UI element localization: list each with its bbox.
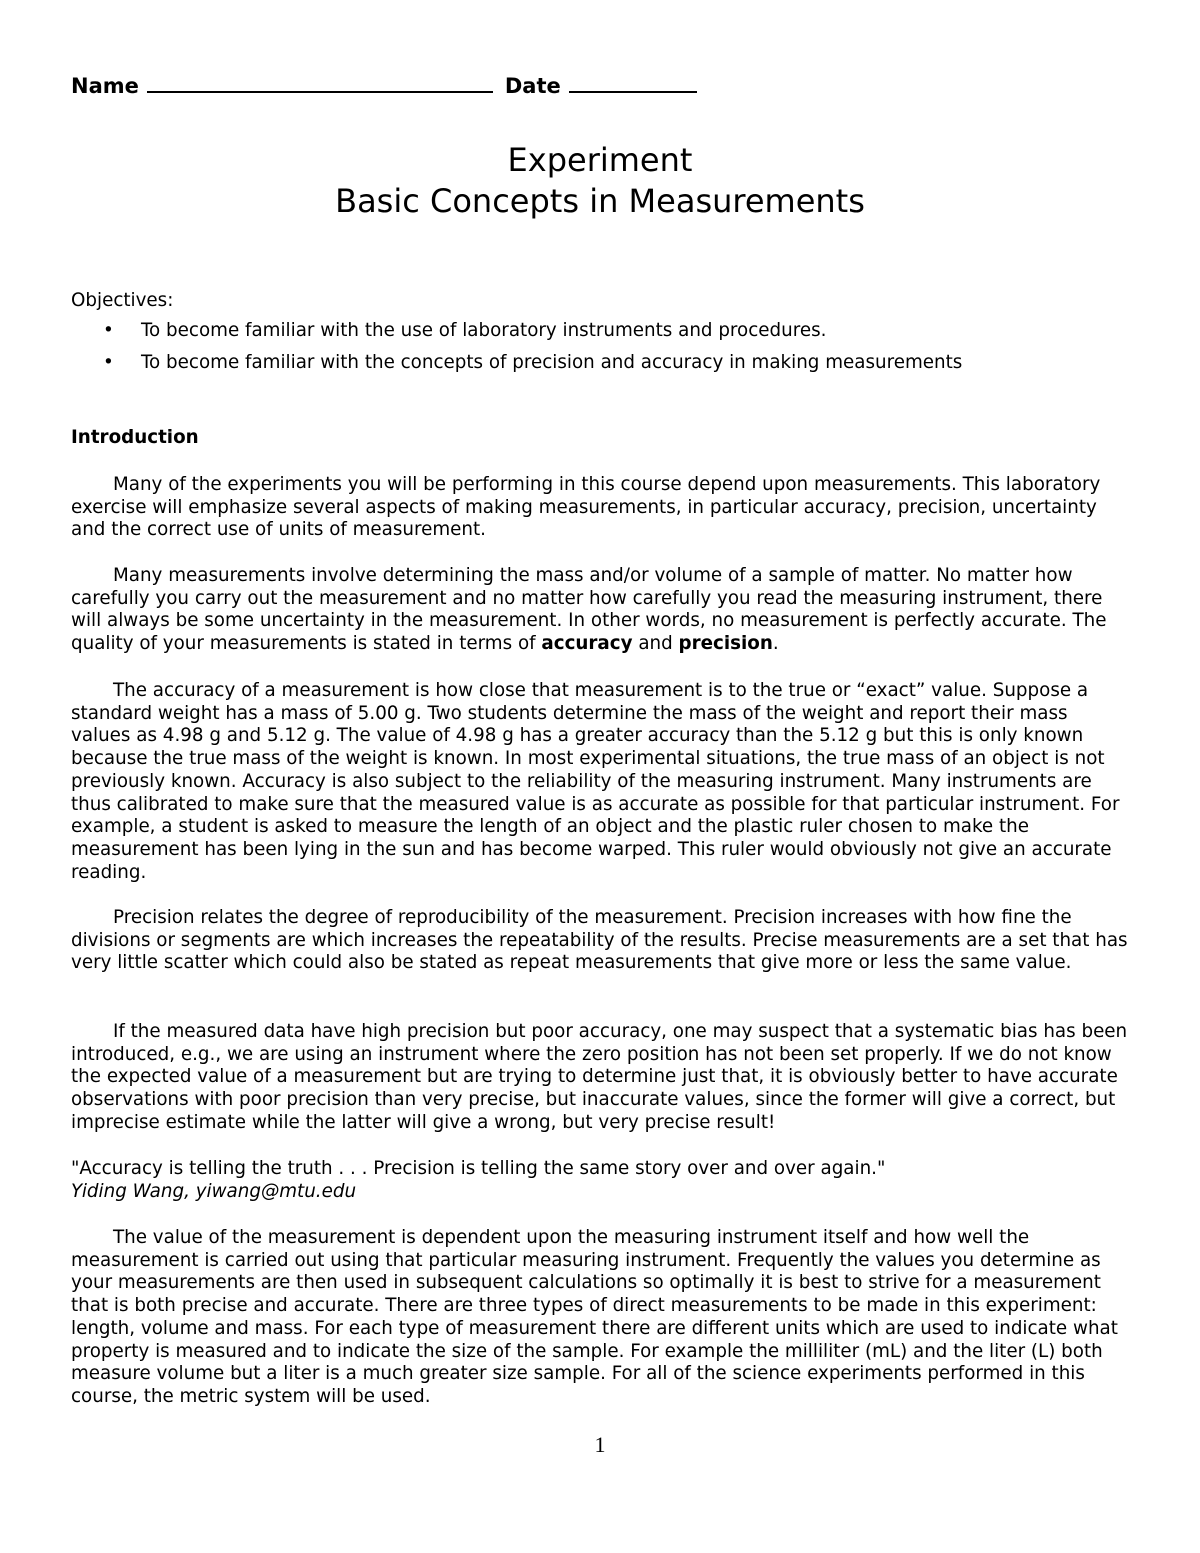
bold-term-accuracy: accuracy bbox=[541, 633, 633, 655]
name-date-line bbox=[71, 71, 697, 98]
paragraph-text: Precision relates the degree of reproducibility of the measurement. Precision increases with how fine the divisions or segments are which increases the repeatability of the results. Precise measurements are a set that has very little scatter which could also be stated as repeat measurements that give more or less the same value. bbox=[71, 907, 1128, 974]
page-number: 1 bbox=[594, 1432, 606, 1457]
paragraph-precision bbox=[71, 907, 1131, 975]
name-label: Name bbox=[71, 74, 139, 98]
title-line-1: Experiment bbox=[507, 141, 693, 179]
bullet-icon: • bbox=[103, 351, 114, 373]
paragraph-measurements bbox=[71, 474, 1131, 542]
paragraph-text: and bbox=[632, 633, 679, 655]
title-line-2: Basic Concepts in Measurements bbox=[335, 182, 865, 220]
objectives-label: Objectives: bbox=[71, 290, 174, 311]
date-label: Date bbox=[504, 74, 561, 98]
quote-author: Yiding Wang, yiwang@mtu.edu bbox=[71, 1180, 357, 1202]
objectives-list bbox=[71, 320, 1131, 383]
name-blank-line[interactable] bbox=[147, 71, 493, 93]
date-blank-line[interactable] bbox=[569, 71, 697, 93]
paragraph-text: The value of the measurement is dependent upon the measuring instrument itself and how well the measurement is carried out using that particular measuring instrument. Frequently the values you determine as your measurements are then used in subsequent calculations so optimally it is best to strive for a measurement that is both precise and accurate. There are three types of direct measurements to be made in this experiment: length, volume and mass. For each type of measurement there are different units which are used to indicate what property is measured and to indicate the size of the sample. For example the milliliter (mL) and the liter (L) both measure volume but a liter is a much greater size sample. For all of the science experiments performed in this course, the metric system will be used. bbox=[71, 1227, 1118, 1407]
paragraph-text: The accuracy of a measurement is how close that measurement is to the true or “exact” value. Suppose a standard weight has a mass of 5.00 g. Two students determine the mass of the weight and report their mass values as 4.98 g and 5.12 g. The value of 4.98 g has a greater accuracy than the 5.12 g but this is only known because the true mass of the weight is known. In most experimental situations, the true mass of an object is not previously known. Accuracy is also subject to the reliability of the measuring instrument. Many instruments are thus calibrated to make sure that the measured value is as accurate as possible for that particular instrument. For example, a student is asked to measure the length of an object and the plastic ruler chosen to make the measurement has been lying in the sun and has become warped. This ruler would obviously not give an accurate reading. bbox=[71, 680, 1120, 883]
quote-block bbox=[71, 1158, 1131, 1203]
objective-text: To become familiar with the use of laboratory instruments and procedures. bbox=[141, 320, 827, 341]
paragraph-text: Many measurements involve determining the mass and/or volume of a sample of matter. No matter how carefully you carry out the measurement and no matter how carefully you read the measuring instrument, there will always be some uncertainty in the measurement. In other words, no measurement is perfectly accurate. The quality of your measurements is stated in terms of bbox=[71, 565, 1107, 655]
bullet-icon: • bbox=[103, 320, 114, 341]
paragraph-text: . bbox=[772, 633, 779, 655]
list-item bbox=[71, 320, 1131, 343]
paragraph-text: Many of the experiments you will be performing in this course depend upon measurements. This laboratory exercise will emphasize several aspects of making measurements, in particular accuracy, precision, uncertainty and the correct use of units of measurement. bbox=[71, 474, 1101, 541]
paragraph-uncertainty bbox=[71, 565, 1131, 656]
paragraph-systematic-bias bbox=[71, 1021, 1131, 1135]
introduction-heading: Introduction bbox=[71, 427, 199, 448]
paragraph-measurement-value bbox=[71, 1227, 1131, 1409]
bold-term-precision: precision bbox=[678, 633, 773, 655]
paragraph-accuracy bbox=[71, 680, 1131, 884]
list-item bbox=[71, 352, 1131, 375]
paragraph-text: If the measured data have high precision but poor accuracy, one may suspect that a systematic bias has been introduced, e.g., we are using an instrument where the zero position has not been set properly. If we do not know the expected value of a measurement but are trying to determine just that, it is obviously better to have accurate observations with poor precision than very precise, but inaccurate values, since the former will give a correct, but imprecise estimate while the latter will give a wrong, but very precise result! bbox=[71, 1021, 1128, 1133]
quote-text: "Accuracy is telling the truth . . . Precision is telling the same story over and over again." bbox=[71, 1158, 886, 1179]
objective-text: To become familiar with the concepts of precision and accuracy in making measurements bbox=[141, 351, 963, 373]
document-title bbox=[0, 140, 1200, 222]
